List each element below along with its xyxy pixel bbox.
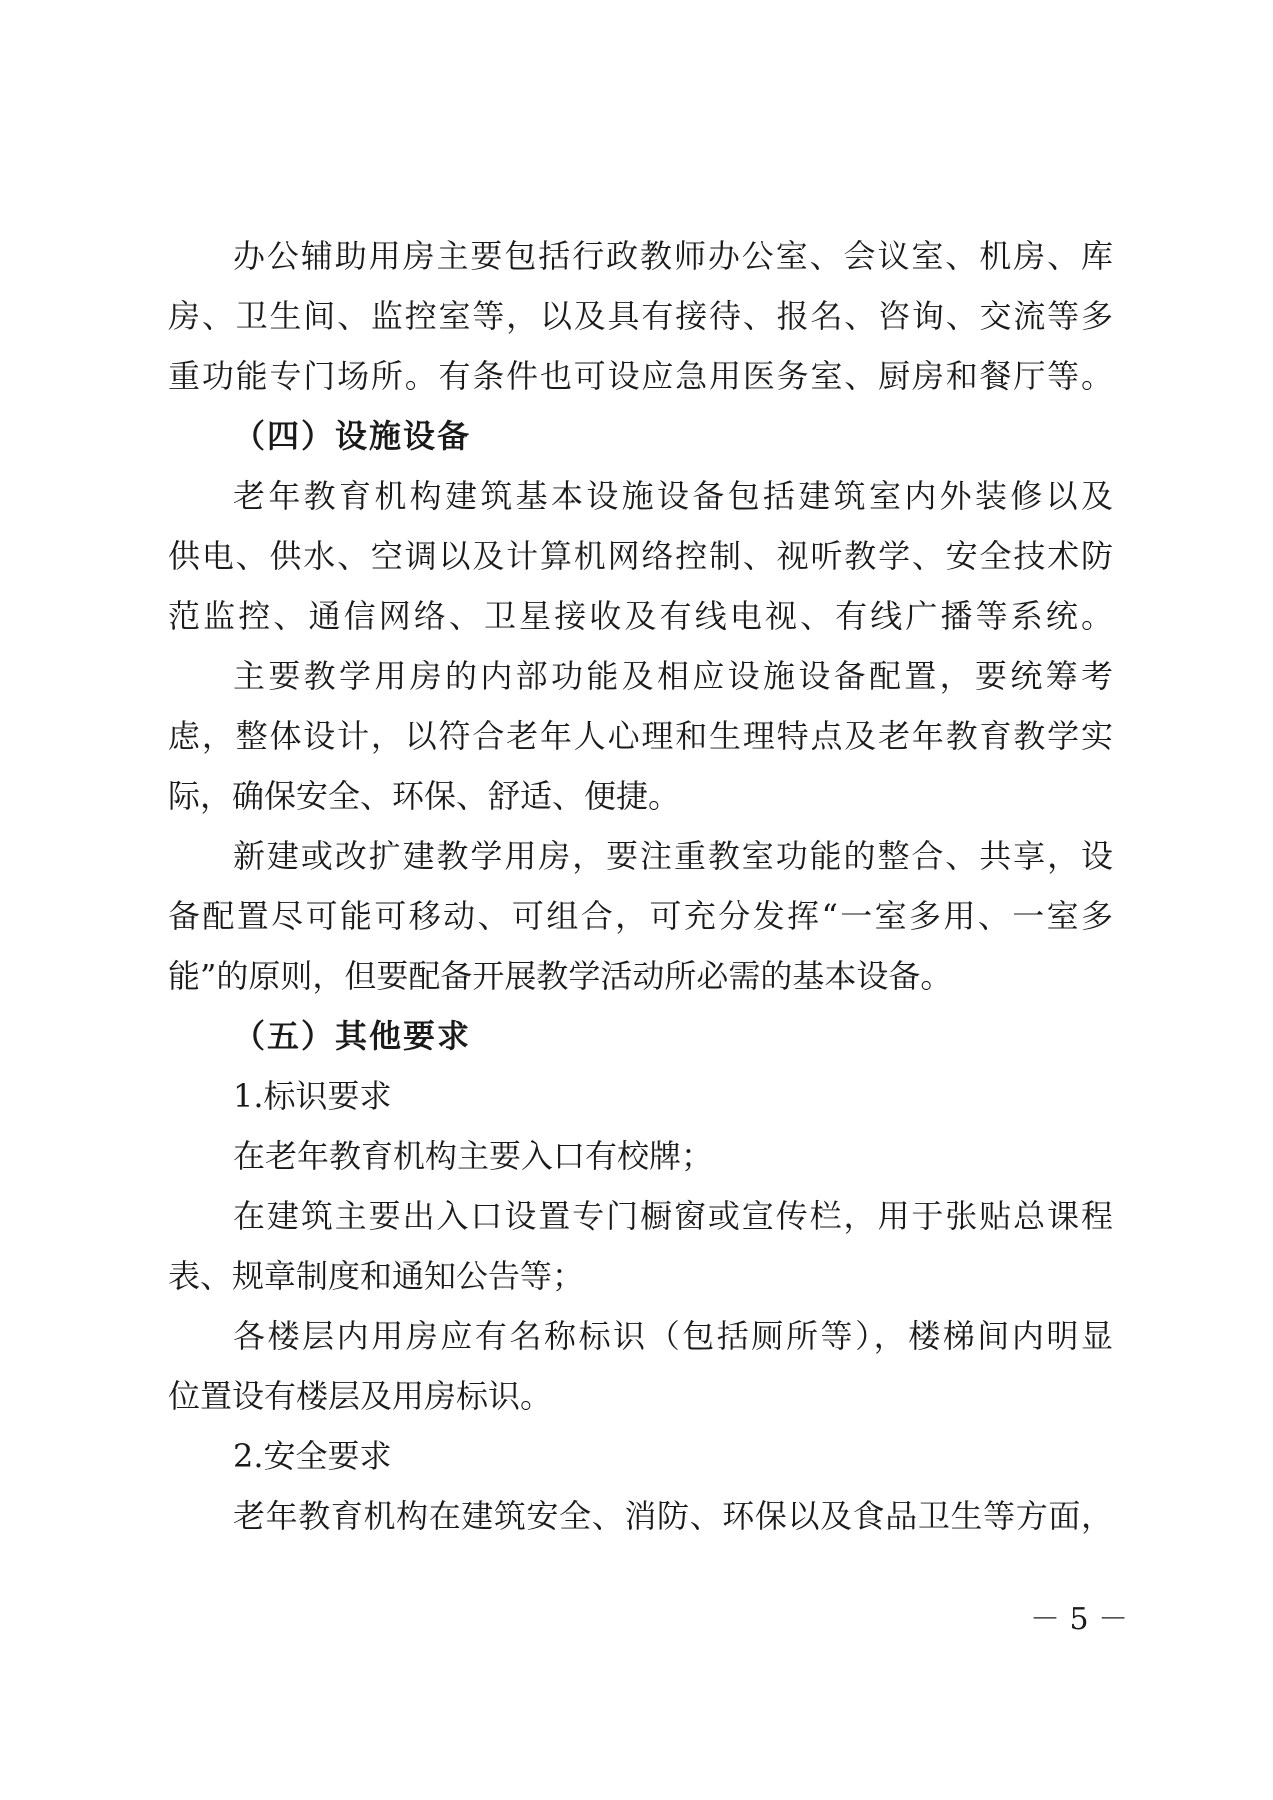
paragraph-line: 表、规章制度和通知公告等；	[168, 1257, 585, 1295]
paragraph-line: 老年教育机构建筑基本设施设备包括建筑室内外装修以及	[233, 477, 1113, 515]
paragraph-line: 新建或改扩建教学用房，要注重教室功能的整合、共享，设	[233, 837, 1113, 875]
paragraph-line: 位置设有楼层及用房标识。	[168, 1377, 553, 1415]
paragraph-line: 各楼层内用房应有名称标识（包括厕所等），楼梯间内明显	[233, 1317, 1113, 1355]
paragraph-line: 能”的原则，但要配备开展教学活动所必需的基本设备。	[168, 957, 953, 995]
paragraph-line: 房、卫生间、监控室等，以及具有接待、报名、咨询、交流等多	[168, 297, 1113, 335]
paragraph-line: 主要教学用房的内部功能及相应设施设备配置，要统筹考	[233, 657, 1113, 695]
paragraph-line: 备配置尽可能可移动、可组合，可充分发挥“一室多用、一室多	[168, 897, 1113, 935]
paragraph-line: 际，确保安全、环保、舒适、便捷。	[168, 777, 681, 815]
paragraph-line: 老年教育机构在建筑安全、消防、环保以及食品卫生等方面，	[233, 1497, 1113, 1535]
section-heading-5: （五）其他要求	[233, 1017, 472, 1055]
paragraph-line: 在建筑主要出入口设置专门橱窗或宣传栏，用于张贴总课程	[233, 1197, 1113, 1235]
paragraph-line: 范监控、通信网络、卫星接收及有线电视、有线广播等系统。	[168, 597, 1113, 635]
paragraph-line: 在老年教育机构主要入口有校牌；	[233, 1137, 714, 1175]
section-heading-4: （四）设施设备	[233, 417, 472, 455]
paragraph-line: 供电、供水、空调以及计算机网络控制、视听教学、安全技术防	[168, 537, 1113, 575]
document-body	[168, 226, 1113, 1546]
paragraph-line: 办公辅助用房主要包括行政教师办公室、会议室、机房、库	[233, 237, 1113, 275]
subsection-heading: 2.安全要求	[233, 1437, 392, 1475]
subsection-heading: 1.标识要求	[233, 1077, 392, 1115]
page-number: － 5 －	[1030, 1602, 1129, 1637]
paragraph-line: 虑，整体设计，以符合老年人心理和生理特点及老年教育教学实	[168, 717, 1113, 755]
paragraph-line: 重功能专门场所。有条件也可设应急用医务室、厨房和餐厅等。	[168, 357, 1113, 395]
